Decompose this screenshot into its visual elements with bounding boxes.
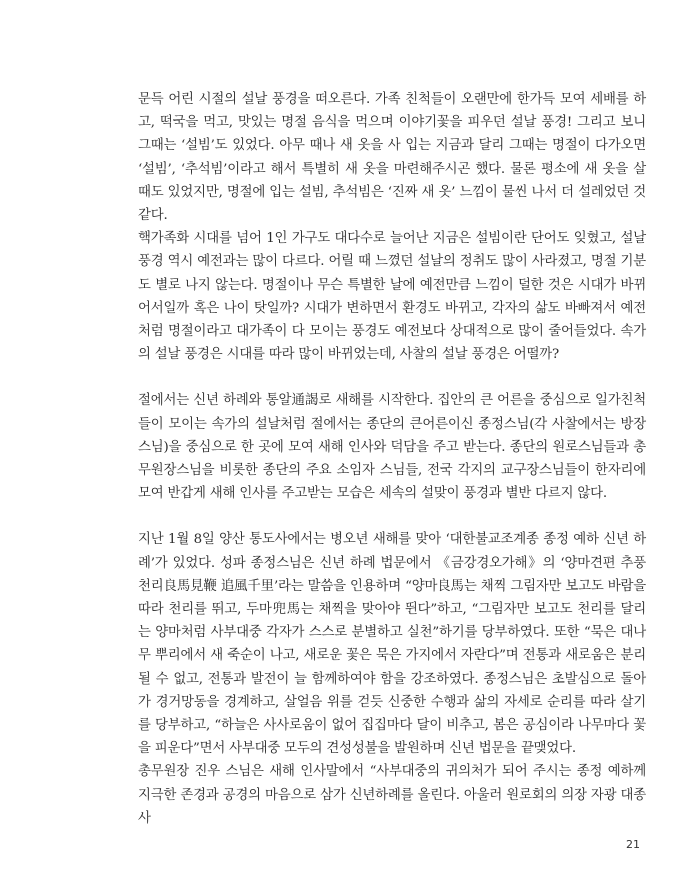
paragraph-president-greeting: 총무원장 진우 스님은 새해 인사말에서 “사부대중의 귀의처가 되어 주시는 종정 예하께 지극한 존경과 공경의 마음으로 삼가 신년하례를 올린다. 아울러 원로회의 의장 자광 대종사 <box>138 764 646 826</box>
paragraph-childhood-memory: 문득 어린 시절의 설날 풍경을 떠오른다. 가족 친척들이 오랜만에 한가득 모여 세배를 하고, 떡국을 먹고, 맛있는 명절 음식을 먹으며 이야기꽃을 피우던 설날 풍경! 그리고 보니 그때는 ‘설빔’도 있었다. 아무 때나 새 옷을 사 입는 지금과 달리 그때는 명절이 다가오면 ‘설빔’, ‘추석빔’이라고 해서 특별히 새 옷을 마련해주시곤 했다. 물론 평소에 새 옷을 살 때도 있었지만, 명절에 입는 설빔, 추석빔은 ‘진짜 새 옷’ 느낌이 물씬 나서 더 설레었던 것 같다. <box>138 92 646 224</box>
paragraph-changing-times: 핵가족화 시대를 넘어 1인 가구도 대다수로 늘어난 지금은 설빔이란 단어도 잊혔고, 설날 풍경 역시 예전과는 많이 다르다. 어릴 때 느꼈던 설날의 정취도 많이 사라졌고, 명절 기분도 별로 나지 않는다. 명절이나 무슨 특별한 날에 예전만큼 느낌이 덜한 것은 시대가 바뀌어서일까 혹은 나이 탓일까? 시대가 변하면서 환경도 바뀌고, 각자의 삶도 바빠져서 예전처럼 명절이라고 대가족이 다 모이는 풍경도 예전보다 상대적으로 많이 줄어들었다. 속가의 설날 풍경은 시대를 따라 많이 바뀌었는데, 사찰의 설날 풍경은 어떨까? <box>138 231 646 363</box>
page-number: 21 <box>626 838 640 851</box>
paragraph-patriarch-address: 지난 1월 8일 양산 통도사에서는 병오년 새해를 맞아 ‘대한불교조계종 종정 예하 신년 하례’가 있었다. 성파 종정스님은 신년 하례 법문에서 《금강경오가해》의 ‘양마견편 추풍천리良馬見鞭 追風千里’라는 말씀을 인용하며 “양마良馬는 채찍 그림자만 보고도 바람을 따라 천리를 뛰고, 두마兜馬는 채찍을 맞아야 뛴다”하고, “그림자만 보고도 천리를 달리는 양마처럼 사부대중 각자가 스스로 분별하고 실천”하기를 당부하였다. 또한 “묵은 대나무 뿌리에서 새 죽순이 나고, 새로운 꽃은 묵은 가지에서 자란다”며 전통과 새로움은 분리될 수 없고, 전통과 발전이 늘 함께하여야 함을 강조하였다. 종정스님은 초발심으로 돌아가 경거망동을 경계하고, 살얼음 위를 걷듯 신중한 수행과 삶의 자세로 순리를 따라 살기를 당부하고, “하늘은 사사로움이 없어 집집마다 달이 비추고, 봄은 공심이라 나무마다 꽃을 피운다”면서 사부대중 모두의 견성성불을 발원하며 신년 법문을 끝맺었다. <box>138 532 646 757</box>
paragraph-temple-new-year: 절에서는 신년 하례와 통알通謁로 새해를 시작한다. 집안의 큰 어른을 중심으로 일가친척들이 모이는 속가의 설날처럼 절에서는 종단의 큰어른이신 종정스님(각 사찰에서는 방장스님)을 중심으로 한 곳에 모여 새해 인사와 덕담을 주고 받는다. 종단의 원로스님들과 총무원장스님을 비롯한 종단의 주요 소임자 스님들, 전국 각지의 교구장스님들이 한자리에 모여 반갑게 새해 인사를 주고받는 모습은 세속의 설맞이 풍경과 별반 다르지 않다. <box>138 393 646 502</box>
body-text <box>138 88 646 830</box>
paragraph-spacer <box>138 366 646 389</box>
paragraph-spacer <box>138 505 646 528</box>
